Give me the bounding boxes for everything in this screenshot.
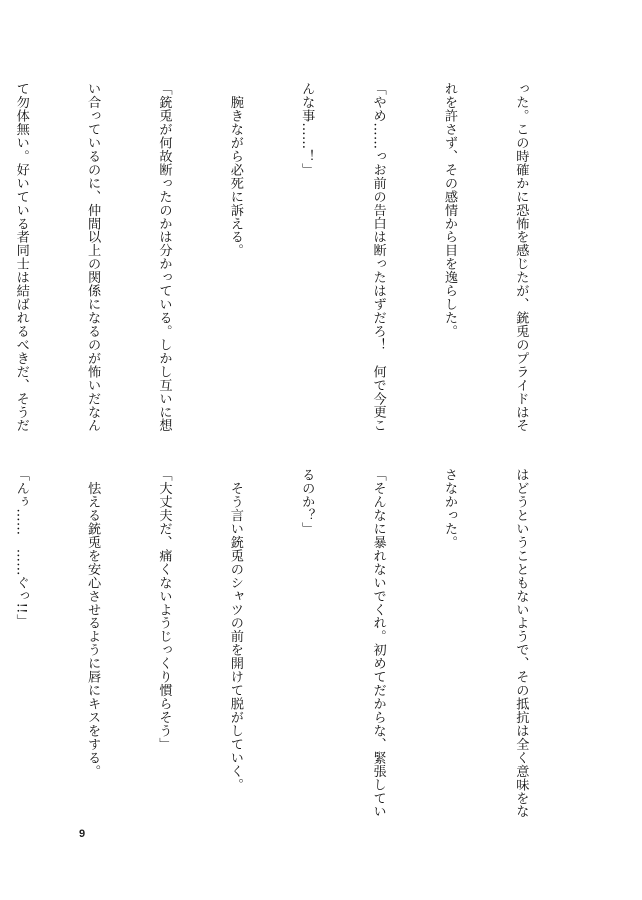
text-line: 「大丈夫だ、痛くないようじっくり慣らそう」 <box>156 468 172 751</box>
text-line: さなかった。 <box>442 468 458 549</box>
text-line: 「そんなに暴れないでくれ。初めてだからな、緊張してい <box>370 468 386 819</box>
text-line: 「銃兎が何故断ったのかは分かっている。しかし互いに想 <box>156 82 172 433</box>
text-line: い合っているのに、仲間以上の関係になるのが怖いだなん <box>85 82 101 433</box>
text-line: 怯える銃兎を安心させるように唇にキスをする。 <box>85 468 101 778</box>
bottom-text-block <box>13 468 580 820</box>
text-line: れを許さず、その感情から目を逸らした。 <box>442 82 458 338</box>
text-line: はどうということもないようで、その抵抗は全く意味をな <box>513 468 529 819</box>
text-line: 腕きながら必死に訴える。 <box>227 82 243 258</box>
text-line: るのか？」 <box>299 468 315 536</box>
text-line: 「んぅ…… ……ぐっ!!」 <box>13 468 29 628</box>
text-line: て勿体無い。好いている者同士は結ばれるべきだ、そうだ <box>13 82 29 433</box>
text-line: った。この時確かに恐怖を感じたが、銃兎のプライドはそ <box>513 82 529 433</box>
text-line: んな事……！」 <box>299 82 315 177</box>
page-number: 9 <box>79 828 86 840</box>
top-text-block <box>13 82 580 434</box>
text-line: そう言い銃兎のシャツの前を開けて脱がしていく。 <box>227 468 243 792</box>
text-line: 「やめ……っお前の告白は断ったはずだろ！ 何で今更こ <box>370 82 386 433</box>
